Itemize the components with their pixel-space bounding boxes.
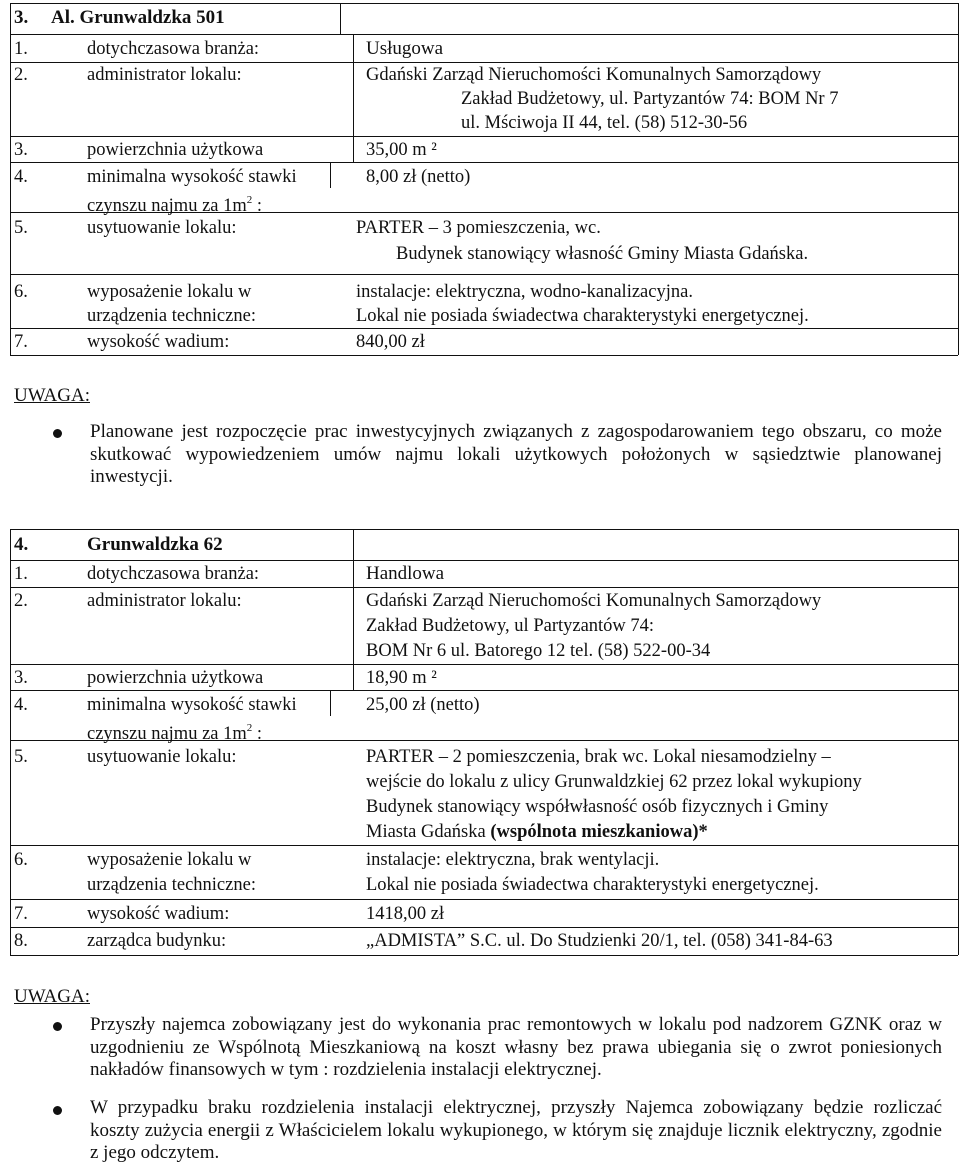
- row-value-line: Lokal nie posiada świadectwa charakterystyki energetycznej.: [366, 875, 819, 895]
- row-label: czynszu najmu za $1m^2$ :: [87, 194, 263, 216]
- row-value: Handlowa: [366, 563, 445, 584]
- row-number: 5.: [14, 218, 28, 238]
- row-number: 6.: [14, 850, 28, 870]
- row-value: Usługowa: [366, 38, 444, 59]
- row-value-line: Miasta Gdańska (wspólnota mieszkaniowa)*: [366, 822, 708, 842]
- row-value-line: Zakład Budżetowy, ul. Partyzantów 74: BOM Nr 7: [461, 89, 839, 109]
- row-value: 1418,00 zł: [366, 904, 445, 924]
- row-label: usytuowanie lokalu:: [87, 747, 237, 767]
- row-number: 7.: [14, 332, 28, 352]
- row-number: 4.: [14, 695, 28, 715]
- row-number: 7.: [14, 904, 28, 924]
- row-label: dotychczasowa branża:: [87, 39, 260, 59]
- row-number: 6.: [14, 282, 28, 302]
- bullet-icon: [53, 1022, 62, 1031]
- row-value-line: BOM Nr 6 ul. Batorego 12 tel. (58) 522-00-34: [366, 641, 711, 661]
- uwaga-note-1: Planowane jest rozpoczęcie prac inwestycyjnych związanych z zagospodarowaniem tego obszaru, co może skutkować wypowiedzeniem umów najmu lokali użytkowych położonych w sąsiedztwie planowanej inwestycji.: [90, 421, 942, 488]
- row-number: 4.: [14, 167, 28, 187]
- section-title: Al. Grunwaldzka 501: [51, 7, 225, 28]
- row-value-line: PARTER – 3 pomieszczenia, wc.: [356, 218, 601, 238]
- row-value: 8,00 zł (netto): [366, 167, 471, 187]
- row-value: 25,00 zł (netto): [366, 695, 480, 715]
- uwaga-note-2: W przypadku braku rozdzielenia instalacji elektrycznej, przyszły Najemca zobowiązany będzie rozliczać koszty zużycia energii z Właścicielem lokalu wykupionego, w którym się znajduje licznik elektryczny, zgodnie z jego odczytem.: [90, 1097, 942, 1164]
- row-number: 8.: [14, 931, 28, 951]
- row-value: „ADMISTA” S.C. ul. Do Studzienki 20/1, tel. (058) 341-84-63: [366, 931, 833, 951]
- row-number: 3.: [14, 140, 28, 160]
- row-value-line: Gdański Zarząd Nieruchomości Komunalnych Samorządowy: [366, 591, 822, 611]
- row-value-line: Budynek stanowiący współwłasność osób fizycznych i Gminy: [366, 797, 829, 817]
- row-value-line: Lokal nie posiada świadectwa charakterystyki energetycznej.: [356, 306, 809, 326]
- row-label: urządzenia techniczne:: [87, 306, 256, 326]
- row-value: 35,00 m ²: [366, 140, 437, 160]
- row-value: 18,90 m ²: [366, 668, 437, 688]
- row-value: 840,00 zł: [356, 332, 425, 352]
- row-label: wyposażenie lokalu w: [87, 282, 252, 302]
- row-label: powierzchnia użytkowa: [87, 668, 264, 688]
- uwaga-note-1: Przyszły najemca zobowiązany jest do wykonania prac remontowych w lokalu pod nadzorem GZNK oraz w uzgodnieniu ze Wspólnotą Mieszkaniową na koszt własny bez prawa ubiegania się o zwrot poniesionych nakładów finansowych w tym : rozdzielenia instalacji elektrycznej.: [90, 1014, 942, 1081]
- row-label: wysokość wadium:: [87, 904, 230, 924]
- row-label: usytuowanie lokalu:: [87, 218, 237, 238]
- row-label: powierzchnia użytkowa: [87, 140, 264, 160]
- row-number: 2.: [14, 591, 28, 611]
- row-value-line: instalacje: elektryczna, brak wentylacji.: [366, 850, 660, 870]
- row-label: czynszu najmu za $1m^2$ :: [87, 722, 263, 744]
- row-number: 1.: [14, 564, 28, 584]
- row-number: 3.: [14, 668, 28, 688]
- row-label: minimalna wysokość stawki: [87, 695, 297, 715]
- row-value-line: Gdański Zarząd Nieruchomości Komunalnych Samorządowy: [366, 65, 822, 85]
- row-label: administrator lokalu:: [87, 591, 242, 611]
- bullet-icon: [53, 1106, 62, 1115]
- row-value-line: Budynek stanowiący własność Gminy Miasta Gdańska.: [396, 244, 809, 264]
- row-label: minimalna wysokość stawki: [87, 167, 297, 187]
- section-number: 3.: [14, 7, 29, 28]
- row-value-line: PARTER – 2 pomieszczenia, brak wc. Lokal niesamodzielny –: [366, 747, 831, 767]
- row-value-line: Zakład Budżetowy, ul Partyzantów 74:: [366, 616, 655, 636]
- uwaga-heading: UWAGA:: [14, 986, 90, 1007]
- section-number: 4.: [14, 534, 29, 555]
- row-number: 1.: [14, 39, 28, 59]
- row-value-line: instalacje: elektryczna, wodno-kanalizacyjna.: [356, 282, 693, 302]
- row-number: 2.: [14, 65, 28, 85]
- row-label: wysokość wadium:: [87, 332, 230, 352]
- row-label: wyposażenie lokalu w: [87, 850, 252, 870]
- row-label: administrator lokalu:: [87, 65, 242, 85]
- row-label: zarządca budynku:: [87, 931, 227, 951]
- section-title: Grunwaldzka 62: [87, 534, 223, 555]
- uwaga-heading: UWAGA:: [14, 385, 90, 406]
- row-number: 5.: [14, 747, 28, 767]
- row-label: dotychczasowa branża:: [87, 564, 260, 584]
- row-value-line: ul. Mściwoja II 44, tel. (58) 512-30-56: [461, 113, 748, 133]
- bullet-icon: [53, 429, 62, 438]
- row-label: urządzenia techniczne:: [87, 875, 256, 895]
- row-value-line: wejście do lokalu z ulicy Grunwaldzkiej 62 przez lokal wykupiony: [366, 772, 862, 792]
